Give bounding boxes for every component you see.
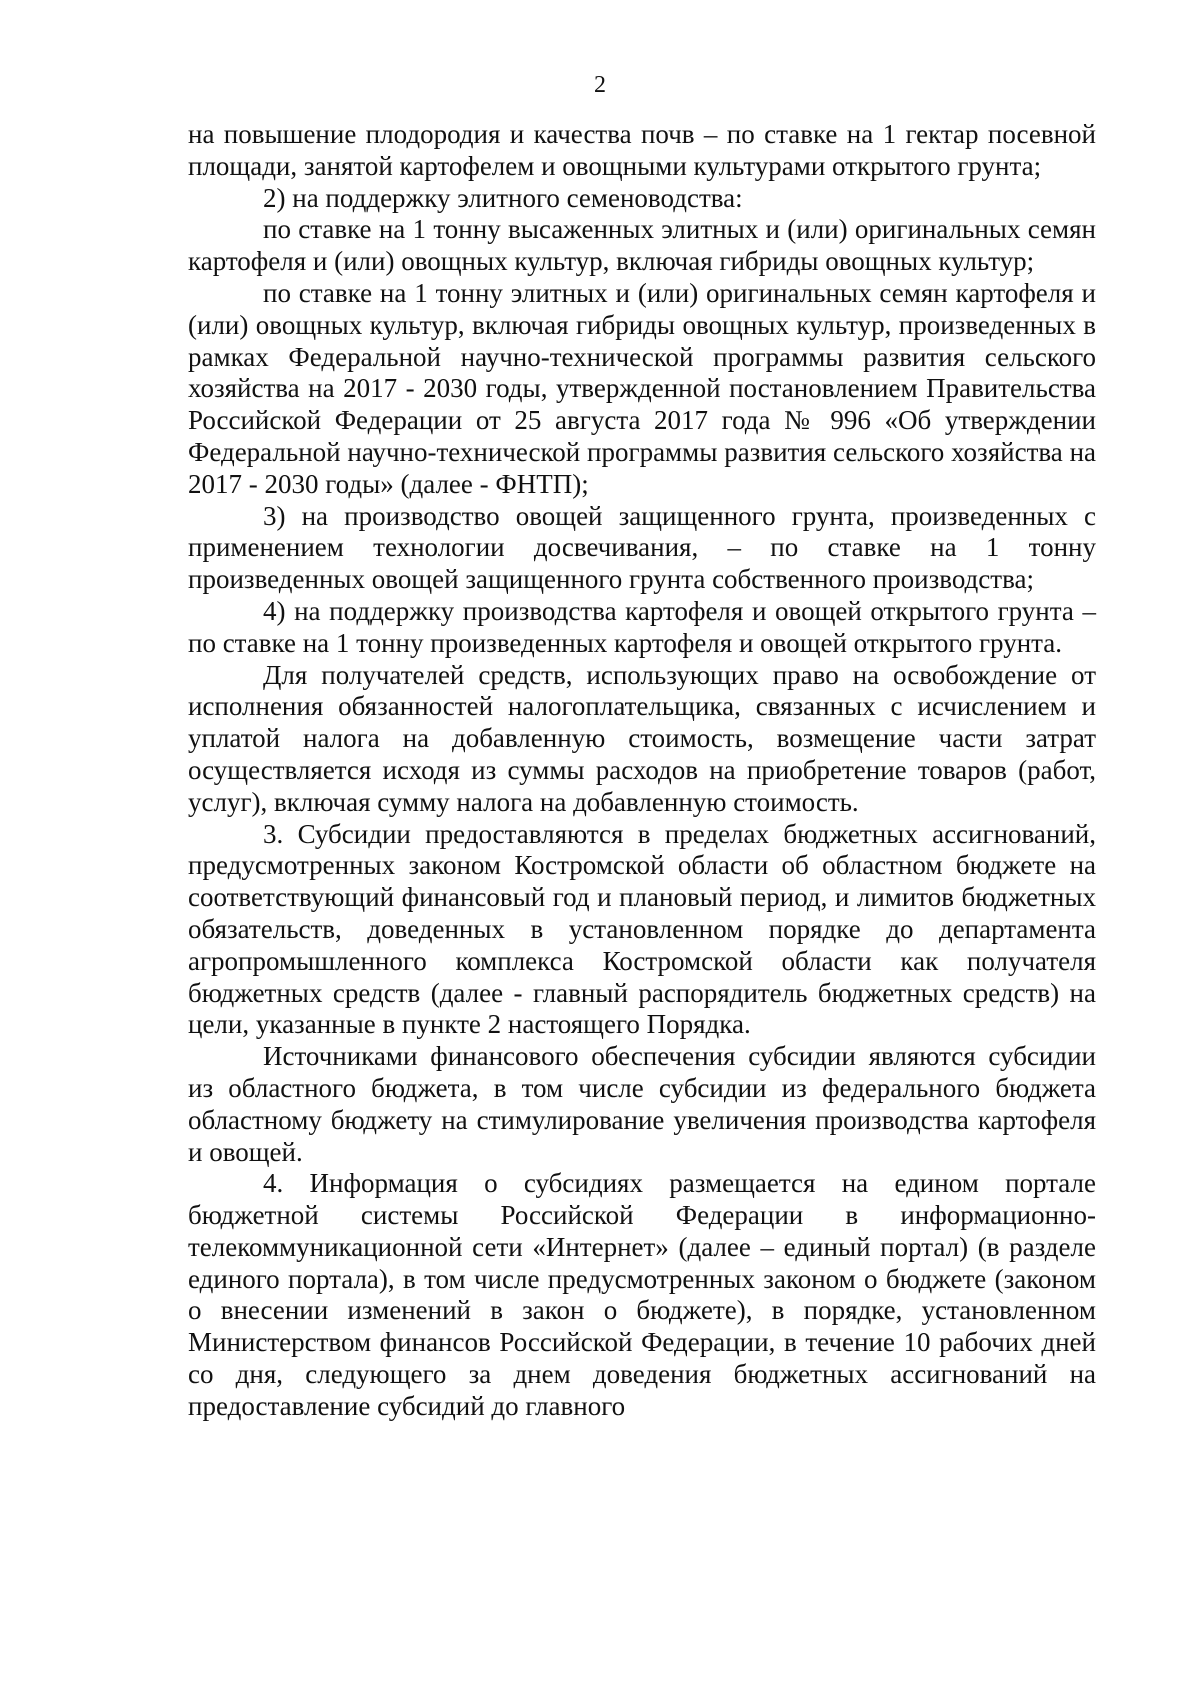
- paragraph-item-3: 3) на производство овощей защищенного грунта, произведенных с применением технологии досвечивания, – по ставке на 1 тонну произведенных овощей защищенного грунта собственного производства;: [188, 500, 1096, 595]
- paragraph-item-4: 4) на поддержку производства картофеля и овощей открытого грунта – по ставке на 1 тонну произведенных картофеля и овощей открытого грунта.: [188, 595, 1096, 658]
- paragraph-section-3: 3. Субсидии предоставляются в пределах бюджетных ассигнований, предусмотренных законом Костромской области об областном бюджете на соответствующий финансовый год и плановый период, и лимитов бюджетных обязательств, доведенных в установленном порядке до департамента агропромышленного комплекса Костромской области как получателя бюджетных средств (далее - главный распорядитель бюджетных средств) на цели, указанные в пункте 2 настоящего Порядка.: [188, 818, 1096, 1040]
- paragraph-planted-seeds-rate: по ставке на 1 тонну высаженных элитных и (или) оригинальных семян картофеля и (или) овощных культур, включая гибриды овощных культур;: [188, 214, 1096, 277]
- paragraph-section-4: 4. Информация о субсидиях размещается на едином портале бюджетной системы Российской Федерации в информационно-телекоммуникационной сети «Интернет» (далее – единый портал) (в разделе единого портала), в том числе предусмотренных законом о бюджете (законом о внесении изменений в закон о бюджете), в порядке, установленном Министерством финансов Российской Федерации, в течение 10 рабочих дней со дня, следующего за днем доведения бюджетных ассигнований на предоставление субсидий до главного: [188, 1168, 1096, 1421]
- paragraph-item-2: 2) на поддержку элитного семеноводства:: [263, 182, 743, 213]
- paragraph-funding-sources: Источниками финансового обеспечения субсидии являются субсидии из областного бюджета, в том числе субсидии из федерального бюджета областному бюджету на стимулирование увеличения производства картофеля и овощей.: [188, 1041, 1096, 1167]
- paragraph-soil-fertility: на повышение плодородия и качества почв – по ставке на 1 гектар посевной площади, занятой картофелем и овощными культурами открытого грунта;: [188, 119, 1096, 181]
- page-number: 2: [594, 72, 606, 98]
- paragraph-fntp-seeds-rate: по ставке на 1 тонну элитных и (или) оригинальных семян картофеля и (или) овощных культур, включая гибриды овощных культур, произведенных в рамках Федеральной научно-технической программы развития сельского хозяйства на 2017 - 2030 годы, утвержденной постановлением Правительства Российской Федерации от 25 августа 2017 года № 996 «Об утверждении Федеральной научно-технической программы развития сельского хозяйства на 2017 - 2030 годы» (далее - ФНТП);: [188, 277, 1096, 499]
- document-body: [188, 119, 1096, 1423]
- paragraph-vat-exemption: Для получателей средств, использующих право на освобождение от исполнения обязанностей налогоплательщика, связанных с исчислением и уплатой налога на добавленную стоимость, возмещение части затрат осуществляется исходя из суммы расходов на приобретение товаров (работ, услуг), включая сумму налога на добавленную стоимость.: [188, 659, 1096, 817]
